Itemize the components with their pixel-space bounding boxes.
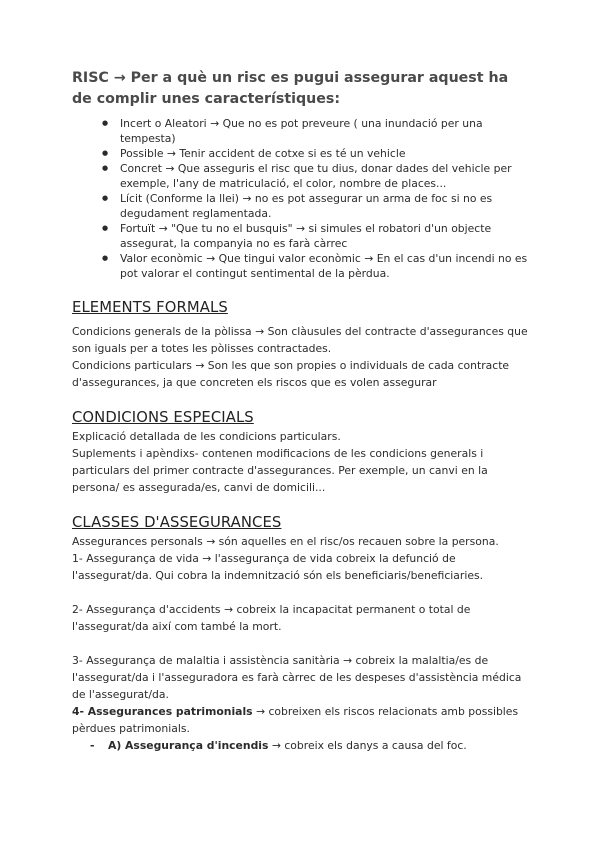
- paragraph: Suplements i apèndixs- contenen modificacions de les condicions generals i particulars del primer contracte d'assegurances. Per exemple, un canvi en la persona/ es assegurada/es, canvi de domicili...: [72, 447, 488, 494]
- list-item: ● Lícit (Conforme la llei) → no es pot assegurar un arma de foc si no es degudament reglamentada.: [120, 191, 528, 221]
- paragraph: Condicions generals de la pòlissa → Son clàusules del contracte d'assegurances que son iguals per a totes les pòlisses contractades.: [72, 325, 528, 355]
- heading-classes-assegurances: CLASSES D'ASSEGURANCES: [72, 514, 282, 531]
- paragraph: Assegurances personals → són aquelles en el risc/os recauen sobre la persona.: [72, 535, 499, 548]
- paragraph: Explicació detallada de les condicions particulars.: [72, 430, 341, 443]
- risc-list: [72, 116, 528, 281]
- paragraph: Condicions particulars → Son les que son propies o individuals de cada contracte d'assegurances, ja que concreten els riscos que es volen assegurar: [72, 359, 510, 389]
- dash-item: [72, 737, 528, 754]
- paragraph: 3- Assegurança de malaltia i assistència sanitària → cobreix la malaltia/es de l'assegurat/da i l'asseguradora es farà càrrec de les despeses d'assistència médica de l'assegurat/da.: [72, 654, 522, 701]
- list-item: ● Possible → Tenir accident de cotxe si es té un vehicle: [120, 146, 528, 161]
- heading-elements-formals: ELEMENTS FORMALS: [72, 299, 228, 316]
- paragraph: 2- Assegurança d'accidents → cobreix la incapacitat permanent o total de l'assegurat/da així com també la mort.: [72, 603, 471, 633]
- text: → cobreix els danys a causa del foc.: [268, 739, 467, 752]
- risc-intro: RISC → Per a què un risc es pugui assegurar aquest ha de complir unes característiques:: [72, 70, 509, 107]
- list-item: ● Concret → Que asseguris el risc que tu dius, donar dades del vehicle per exemple, l'any de matriculació, el color, nombre de places...: [120, 161, 528, 191]
- list-item: ● Valor econòmic → Que tingui valor econòmic → En el cas d'un incendi no es pot valorar el contingut sentimental de la pèrdua.: [120, 251, 528, 281]
- bold-label: 4- Assegurances patrimonials: [72, 705, 253, 718]
- heading-condicions-especials: CONDICIONS ESPECIALS: [72, 409, 254, 426]
- list-item: ● Incert o Aleatori → Que no es pot preveure ( una inundació per una tempesta): [120, 116, 528, 146]
- list-item: ● Fortuït → "Que tu no el busquis" → si simules el robatori d'un objecte assegurat, la companyia no es farà càrrec: [120, 221, 528, 251]
- paragraph: [72, 703, 528, 737]
- paragraph: 1- Assegurança de vida → l'assegurança de vida cobreix la defunció de l'assegurat/da. Qui cobra la indemnització són els beneficiaris/beneficiaries.: [72, 552, 484, 582]
- bold-label: A) Assegurança d'incendis: [108, 739, 269, 752]
- text: → cobreixen els riscos relacionats amb possibles pèrdues patrimonials.: [72, 705, 519, 735]
